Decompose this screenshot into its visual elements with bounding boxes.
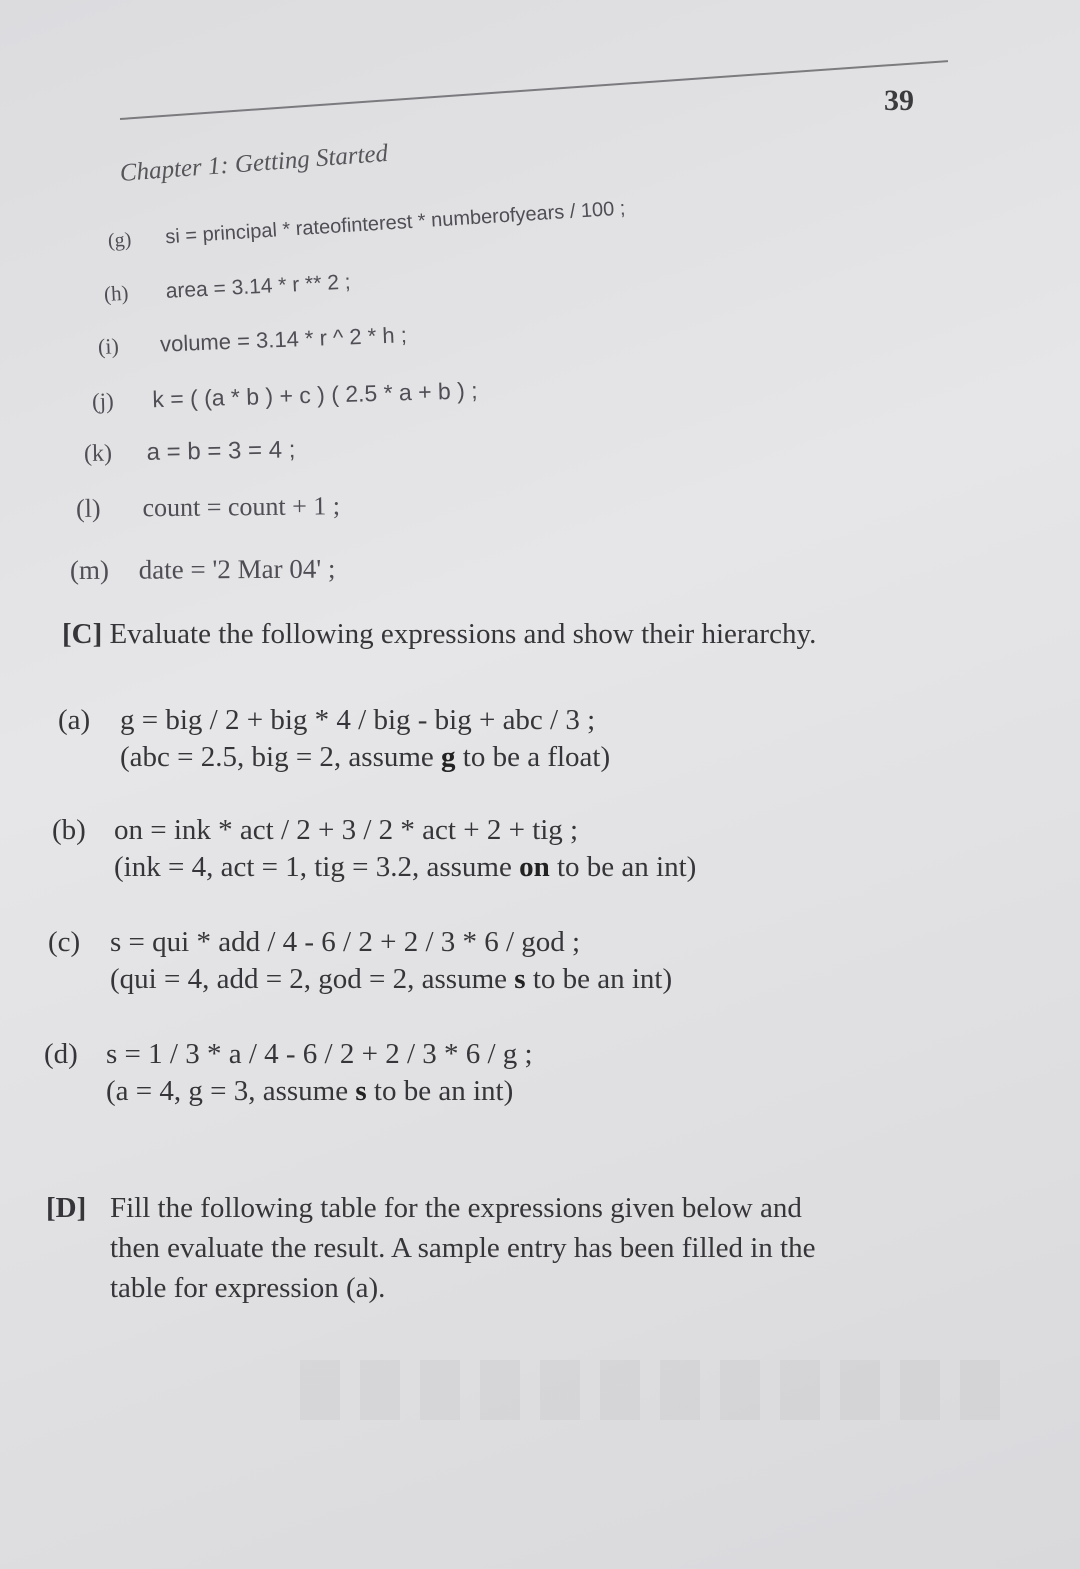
section-mark: [C] bbox=[62, 618, 103, 650]
given-variable: s bbox=[514, 963, 526, 995]
given-variable: on bbox=[519, 851, 550, 883]
statement-code: count = count + 1 ; bbox=[142, 491, 341, 523]
question-label: (a) bbox=[58, 704, 91, 736]
statement-g bbox=[107, 197, 626, 253]
question-expression: s = qui * add / 4 - 6 / 2 + 2 / 3 * 6 / god ; bbox=[110, 926, 581, 958]
given-text: (ink = 4, act = 1, tig = 3.2, assume bbox=[114, 851, 520, 883]
question-given bbox=[48, 963, 672, 996]
statement-code: k = ( (a * b ) + c ) ( 2.5 * a + b ) ; bbox=[151, 377, 478, 413]
given-text: to be a float) bbox=[455, 741, 611, 773]
question-label: (c) bbox=[48, 926, 81, 958]
question-c-b bbox=[52, 814, 696, 884]
given-text: (a = 4, g = 3, assume bbox=[106, 1075, 356, 1107]
statement-label: (l) bbox=[75, 493, 101, 523]
statement-code: date = '2 Mar 04' ; bbox=[138, 553, 336, 585]
statement-l bbox=[76, 491, 340, 524]
statement-code: a = b = 3 = 4 ; bbox=[146, 436, 296, 466]
question-given bbox=[58, 741, 610, 774]
header-rule bbox=[120, 60, 948, 120]
question-given bbox=[52, 851, 696, 884]
section-text: Evaluate the following expressions and show their hierarchy. bbox=[109, 618, 817, 650]
statement-label: (i) bbox=[97, 333, 120, 359]
question-label: (d) bbox=[44, 1038, 78, 1070]
statement-code: volume = 3.14 * r ^ 2 * h ; bbox=[159, 322, 408, 357]
given-text: (qui = 4, add = 2, god = 2, assume bbox=[110, 963, 515, 995]
given-text: to be an int) bbox=[366, 1075, 514, 1107]
statement-code: area = 3.14 * r ** 2 ; bbox=[165, 270, 352, 303]
statement-label: (g) bbox=[107, 228, 132, 252]
question-expression: s = 1 / 3 * a / 4 - 6 / 2 + 2 / 3 * 6 / g ; bbox=[106, 1038, 533, 1070]
section-mark: [D] bbox=[46, 1192, 87, 1224]
question-c-d bbox=[44, 1038, 533, 1108]
given-variable: g bbox=[441, 741, 456, 773]
question-given bbox=[44, 1075, 533, 1108]
section-d-line: then evaluate the result. A sample entry has been filled in the bbox=[110, 1232, 816, 1264]
statement-m bbox=[70, 554, 336, 586]
question-label: (b) bbox=[52, 814, 86, 846]
given-text: to be an int) bbox=[525, 963, 673, 995]
statement-h bbox=[103, 270, 351, 307]
statement-i bbox=[98, 322, 408, 360]
given-text: to be an int) bbox=[549, 851, 697, 883]
question-c-a bbox=[58, 704, 610, 774]
section-d-text: Fill the following table for the expressions given below and bbox=[110, 1192, 802, 1224]
statement-code: si = principal * rateofinterest * numberofyears / 100 ; bbox=[164, 197, 626, 249]
chapter-title: Chapter 1: Getting Started bbox=[118, 139, 389, 187]
statement-label: (k) bbox=[83, 440, 113, 467]
bleed-through-shadow bbox=[300, 1360, 1000, 1420]
section-d-line bbox=[46, 1188, 966, 1228]
statement-j bbox=[92, 377, 478, 415]
statement-label: (h) bbox=[103, 280, 130, 306]
given-text: (abc = 2.5, big = 2, assume bbox=[120, 741, 442, 773]
question-expression: on = ink * act / 2 + 3 / 2 * act + 2 + tig ; bbox=[114, 814, 579, 846]
section-d-paragraph bbox=[46, 1188, 966, 1308]
question-c-c bbox=[48, 926, 672, 996]
section-c-heading bbox=[62, 618, 816, 651]
section-d-line: table for expression (a). bbox=[110, 1272, 386, 1304]
statement-label: (m) bbox=[69, 554, 110, 585]
given-variable: s bbox=[355, 1075, 367, 1107]
statement-label: (j) bbox=[91, 388, 115, 414]
question-expression: g = big / 2 + big * 4 / big - big + abc / 3 ; bbox=[120, 704, 596, 736]
page-number: 39 bbox=[884, 84, 914, 117]
statement-k bbox=[84, 436, 296, 468]
